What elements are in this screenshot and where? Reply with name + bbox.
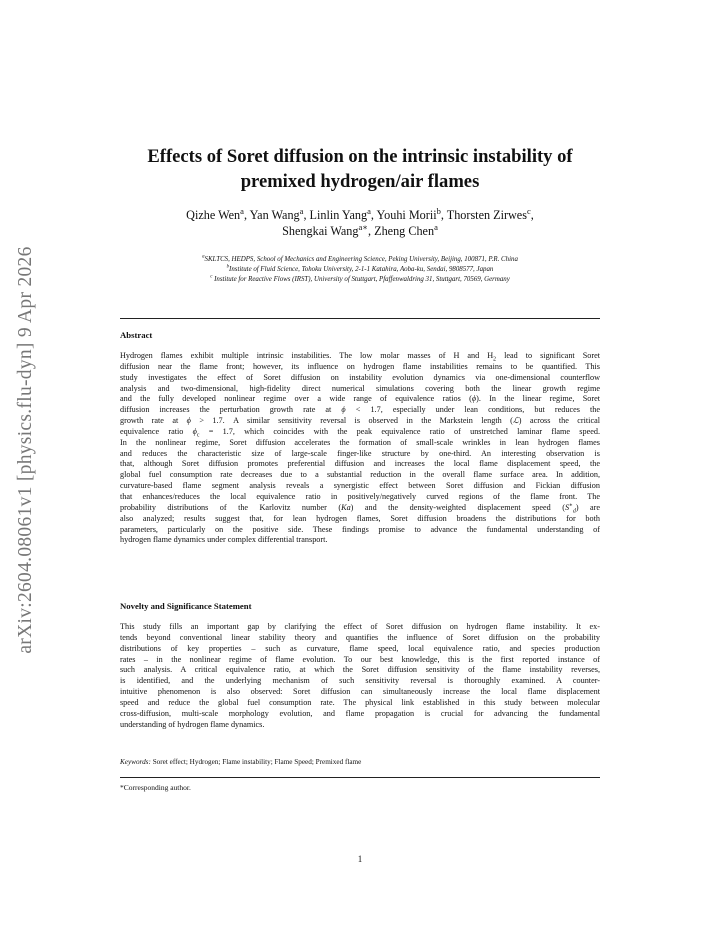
author-affiliation-mark: a bbox=[240, 205, 244, 216]
keywords-text: Soret effect; Hydrogen; Flame instability; Flame Speed; Premixed flame bbox=[152, 758, 362, 766]
abstract-line: curvature-based flame segment analysis reveals a synergistic effect between Soret diffusion and Fickian diffusion bbox=[120, 481, 600, 491]
novelty-line: speed and reduce the global fuel consumption rate. The physical link established in this study between molecular bbox=[120, 697, 600, 707]
author-affiliation-mark: a bbox=[367, 205, 371, 216]
top-divider bbox=[120, 318, 600, 319]
novelty-line: understanding of hydrogen flame dynamics. bbox=[120, 719, 265, 729]
abstract-line: equivalence ratio $\phi_c = 1.7$, which coincides with the peak equivalence ratio of unstretched laminar flame speed. bbox=[120, 426, 600, 439]
arxiv-identifier-text: arXiv:2604.08061v1 [physics.flu-dyn] 9 Apr 2026 bbox=[15, 246, 36, 654]
abstract-line: analysis and two-dimensional, high-fidelity direct numerical simulations covering both the linear growth regime bbox=[120, 383, 600, 393]
author-line-2: Shengkai Wang$^{a∗}$, Zheng Chen$^a$ bbox=[282, 221, 438, 238]
author-line-1: Qizhe Wen$^a$, Yan Wang$^a$, Linlin Yang$^a$, Youhi Morii$^b$, Thorsten Zirwes$^c$, bbox=[186, 205, 534, 222]
abstract-line: and reduces the characteristic size of large-scale finger-like structure by one-third. An interesting observation is bbox=[120, 448, 600, 458]
abstract-line: and the fully developed nonlinear regime over a wide range of equivalence ratios (ϕ). In the linear regime, Soret bbox=[120, 394, 601, 404]
novelty-line: tends beyond conventional linear stability theory and quantifies the influence of Soret diffusion on the probability bbox=[120, 632, 600, 642]
title-line-1: Effects of Soret diffusion on the intrinsic instability of bbox=[147, 146, 573, 167]
novelty-line: intuitive phenomenon is also observed: Soret diffusion can simultaneously increase the local flame displacement bbox=[120, 687, 600, 697]
paper-title bbox=[100, 144, 620, 194]
title-line-2: premixed hydrogen/air flames bbox=[240, 171, 480, 192]
author-affiliation-mark: a bbox=[434, 221, 438, 232]
author-name: Qizhe Wen bbox=[186, 208, 241, 222]
author-affiliation-mark: c bbox=[526, 205, 531, 216]
abstract-line: study investigates the effect of Soret diffusion on instability evolution dynamics via one-dimensional counterflow bbox=[120, 372, 600, 382]
author-name: Linlin Yang bbox=[309, 208, 368, 222]
abstract-line: parameters, particularly on the positive side. These findings promise to advance the fundamental understanding of bbox=[120, 524, 600, 534]
novelty-line: distributions of key properties – such as curvature, flame speed, local equivalence ratio, and species production bbox=[120, 643, 600, 653]
author-affiliation-mark: b bbox=[436, 205, 441, 216]
novelty-line: is identified, and the underlying mechanism of such sensitivity reversal is thoroughly examined. A counter- bbox=[120, 676, 600, 686]
abstract-heading: Abstract bbox=[120, 330, 153, 340]
novelty-line: This study fills an important gap by clarifying the effect of Soret diffusion on hydrogen flame instability. It ex- bbox=[120, 622, 600, 631]
author-name: Shengkai Wang bbox=[282, 224, 359, 238]
author-list bbox=[100, 207, 620, 239]
affiliation-b: $^b$Institute of Fluid Science, Tohoku University, 2-1-1 Katahira, Aoba-ku, Sendai, 9808577, Japan bbox=[226, 264, 494, 273]
author-name: Youhi Morii bbox=[376, 208, 437, 222]
affiliations bbox=[100, 255, 620, 285]
author-name: Thorsten Zirwes bbox=[446, 208, 527, 222]
affiliation-a: $^a$SKLTCS, HEDPS, School of Mechanics and Engineering Science, Peking University, Beijing, 100871, P.R. China bbox=[202, 254, 518, 263]
abstract-line: also analyzed; results suggest that, for lean hydrogen flames, Soret diffusion broadens the distributions for both bbox=[120, 513, 600, 523]
abstract-line: probability distributions of the Karlovitz number (Ka) and the density-weighted displacement speed $(S^∗_d)$ are bbox=[120, 502, 600, 515]
keywords-label: Keywords: bbox=[120, 758, 151, 766]
author-affiliation-mark: a∗ bbox=[358, 221, 369, 232]
abstract-line: that, although Soret diffusion promotes preferential diffusion and increases the local flame displacement speed, the bbox=[120, 459, 600, 469]
novelty-heading: Novelty and Significance Statement bbox=[120, 601, 252, 611]
affiliation-c: $^c$ Institute for Reactive Flows (IRST), University of Stuttgart, Pfaffenwaldring 31, Stuttgart, 70569, Germany bbox=[210, 274, 510, 283]
author-affiliation-mark: a bbox=[299, 205, 304, 216]
abstract-line: In the nonlinear regime, Soret diffusion accelerates the formation of small-scale wrinkles in lean hydrogen flames bbox=[120, 437, 600, 447]
arxiv-identifier bbox=[4, 220, 48, 680]
footnote-divider bbox=[120, 777, 600, 778]
novelty-line: rates – in the nonlinear regime of flame evolution. To our best knowledge, this is the first reported instance of bbox=[120, 654, 600, 664]
author-name: Yan Wang bbox=[249, 208, 300, 222]
novelty-line: such analysis. A critical equivalence ratio, at which the Soret diffusion sensitivity of the flame instability reverses, bbox=[120, 665, 600, 675]
page-number: 1 bbox=[357, 854, 363, 864]
keywords bbox=[120, 758, 361, 766]
abstract-line: global fuel consumption rate decreases due to a substantial reduction in the overall flame surface area. In addition, bbox=[120, 470, 600, 480]
abstract-body bbox=[120, 351, 600, 546]
abstract-line: hydrogen flame dynamics under complex differential transport. bbox=[120, 535, 328, 545]
abstract-line: diffusion near the flame front; however, its influence on hydrogen flame instabilities remains to be quantified. This bbox=[120, 361, 600, 371]
abstract-line: diffusion increases the perturbation growth rate at ϕ < 1.7, especially under lean conditions, but reduces the bbox=[120, 405, 600, 415]
novelty-body bbox=[120, 622, 600, 730]
author-name: Zheng Chen bbox=[374, 224, 435, 238]
abstract-line: growth rate at ϕ > 1.7. A similar sensitivity reversal is observed in the Markstein length (ℒ) across the critical bbox=[120, 416, 600, 426]
abstract-line: Hydrogen flames exhibit multiple intrinsic instabilities. The low molar masses of H and $H_2$ lead to significant Soret bbox=[120, 351, 600, 363]
abstract-line: that enhances/reduces the local equivalence ratio in positively/negatively curved regions of the flame front. The bbox=[120, 491, 600, 501]
novelty-line: cross-diffusion, multi-scale morphology evolution, and flame propagation is crucial for advancing the fundamental bbox=[120, 708, 600, 718]
corresponding-author-footnote: *Corresponding author. bbox=[120, 783, 191, 792]
